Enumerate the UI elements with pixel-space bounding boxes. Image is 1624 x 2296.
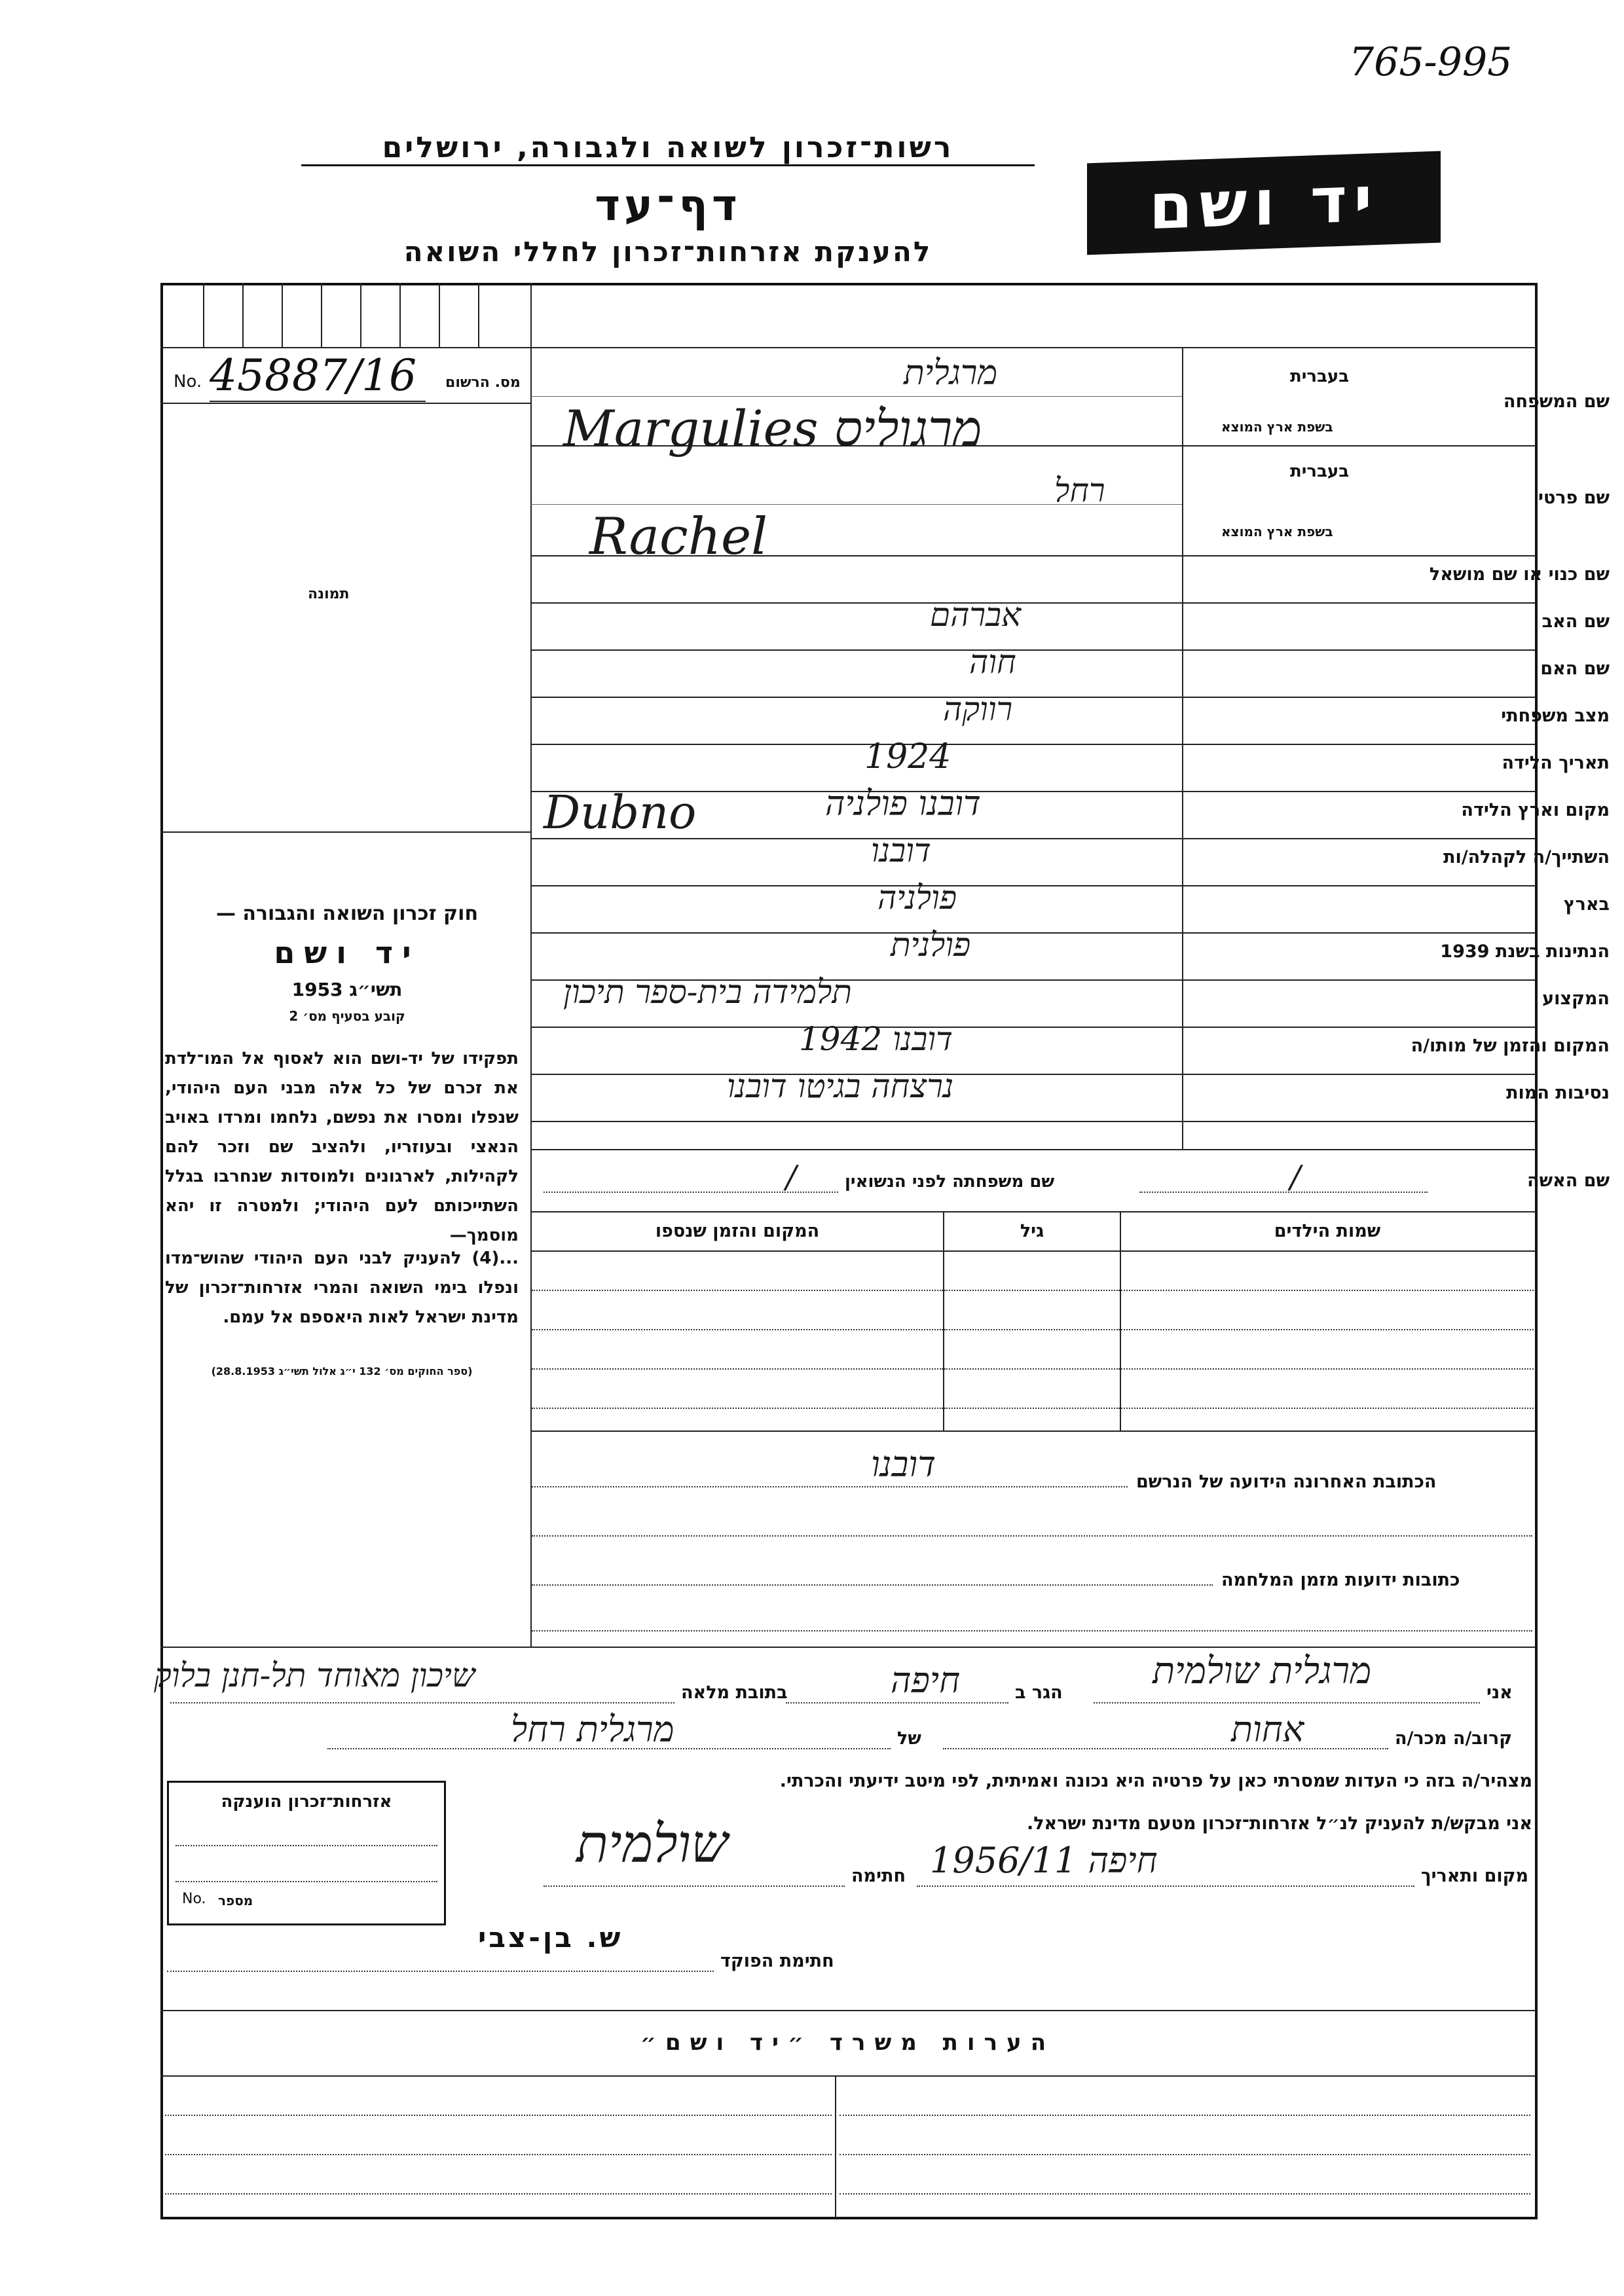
page-subtitle: להענקת אזרחות־זכרון לחללי השואה [403, 236, 932, 268]
spouse-value: / [1290, 1159, 1301, 1195]
citizenship-1939-label: הנתינות בשנת 1939 [1440, 941, 1610, 962]
law-year: תשי״ג 1953 [291, 979, 403, 1000]
law-text-1: תפקידו של יד-ושם הוא לאסוף אל המו־לדת את זכרם של כל אלה מבני העם היהודי, שנפלו ומסרו את נפשם, נלחמו ומרדו באויב הנאצי ובעוזריו, ולהציב שם וזכר להם לקהילות, לארגונים ולמוסדות שנחרבו בגלל השתייכותם לעם היהודי; ולמטרה זו יהא מוסמך— [165, 1049, 519, 1245]
birth-date-value: 1924 [864, 737, 951, 776]
children-header-place-time: המקום והזמן שנספו [655, 1221, 820, 1241]
first-name-label: שם פרטי [1538, 488, 1610, 508]
citizenship-box-no-label: No. [182, 1891, 206, 1907]
declarant-name-value: מרגלית שולמית [1153, 1650, 1372, 1692]
relative-value: אחות [1231, 1709, 1304, 1750]
community-label: השתייך/ה לקהלה/ות [1443, 847, 1610, 867]
death-place-time-label: המקום והזמן של מותו/ה [1411, 1036, 1610, 1056]
birth-place-latin-value: Dubno [544, 786, 697, 839]
registration-no-value: 45887/16 [210, 350, 426, 402]
marital-value: רווקה [943, 690, 1013, 728]
mother-value: חוה [969, 643, 1016, 681]
citizenship-box-number-label: מספר [218, 1893, 253, 1908]
birth-place-value: דובנו פולניה [825, 784, 981, 824]
maiden-name-label: שם משפחתה לפני הנשואין [845, 1172, 1055, 1192]
death-circumstances-value: נרצחה בגיטו דובנו [727, 1067, 954, 1105]
first-name-local-value: Rachel [589, 507, 768, 566]
resides-value: חיפה [891, 1660, 961, 1701]
full-address-label: בתובת מלאה [681, 1683, 788, 1703]
page-title: דף־עד [595, 180, 741, 230]
country-value: פולניה [877, 879, 957, 917]
officer-label: חתימת הפוקד [720, 1951, 834, 1971]
community-value: דובנו [871, 831, 931, 869]
place-date-label: מקום ותאריך [1421, 1866, 1529, 1886]
country-label: בארץ [1563, 894, 1610, 915]
relative-label: קרוב/ה מכר/ה [1395, 1728, 1513, 1749]
archive-number: 765-995 [1349, 39, 1513, 85]
mother-label: שם האם [1540, 659, 1610, 679]
law-title: חוק זכרון השואה והגבורה — [215, 902, 479, 925]
of-value: מרגלית רחל [511, 1709, 674, 1750]
law-citation: (ספר החוקים מס׳ 132 י״ג אלול תשי״ג 28.8.1953) [211, 1365, 473, 1377]
first-name-sub-local: בשפת ארץ המוצא [1221, 524, 1333, 539]
full-address-value: שיכון מאוחד תל-חנן בלוק [154, 1656, 475, 1694]
nickname-label: שם כנוי או שם מושאל [1429, 564, 1610, 585]
declaration-text: מצהיר/ה בזה כי העדות שמסרתי כאן על פרטיה היא נכונה ואמיתית, לפי מיטב ידיעתי והכרתי. [779, 1771, 1532, 1791]
law-clause: קובע בסעיף מס׳ 2 [289, 1008, 405, 1024]
photo-label: תמונה [308, 586, 350, 602]
family-name-label: שם המשפחה [1503, 392, 1610, 412]
of-label: של [897, 1728, 921, 1749]
death-circumstances-label: נסיבות המות [1506, 1083, 1610, 1103]
family-name-sub-local: בשפת ארץ המוצא [1221, 419, 1333, 435]
signature-label: חתימה [851, 1866, 906, 1886]
marital-label: מצב משפחתי [1501, 706, 1610, 726]
logo-text: יד ושם [1149, 162, 1379, 244]
family-name-local-value: Margulies מרגוליס [563, 399, 982, 458]
occupation-label: המקצוע [1542, 989, 1610, 1009]
father-value: אברהם [930, 596, 1022, 634]
children-header-age: גיל [1020, 1221, 1044, 1241]
family-name-sub-hebrew: בעברית [1290, 367, 1350, 386]
law-text-2: ...(4) להעניק לבני העם היהודי שהוש־מדו ונפלו בימי השואה והמרי אזרחות־זכרון של מדינת ישראל לאות היאספם אל עמם. [165, 1248, 519, 1327]
request-text: אני מבקש/ת להעניק לנ״ל אזרחות־זכרון מטעם מדינת ישראל. [1026, 1813, 1532, 1834]
office-notes-title: הערות משרד ״יד ושם״ [640, 2030, 1056, 2056]
authority-line: רשות־זכרון לשואה ולגבורה, ירושלים [301, 131, 1035, 166]
occupation-value: תלמידה בית-ספר תיכון [563, 973, 852, 1011]
registration-heb-label: מס. הרשום [445, 374, 521, 391]
citizenship-box-title: אזרחות־זכרון הוענקה [221, 1792, 392, 1812]
officer-stamp: ש. בן-צבי [478, 1922, 623, 1954]
registration-no-label: No. [174, 372, 202, 392]
yad-vashem-logo [1087, 151, 1441, 255]
first-name-hebrew-value: רחל [1054, 471, 1105, 509]
spouse-label: שם האשה [1527, 1171, 1610, 1191]
family-name-hebrew-value: מרגלית [904, 354, 998, 393]
place-date-value: חיפה 1956/11 [930, 1840, 1158, 1881]
citizenship-1939-value: פולנית [891, 926, 971, 964]
death-place-time-value: דובנו 1942 [799, 1020, 953, 1058]
last-address-value: דובנו [871, 1444, 936, 1485]
law-name: יד ושם [274, 935, 420, 970]
resides-label: הגר ב [1015, 1683, 1063, 1703]
maiden-name-value: / [786, 1159, 797, 1195]
declarant-i-label: אני [1486, 1683, 1513, 1703]
first-name-sub-hebrew: בעברית [1290, 462, 1350, 481]
citizenship-box [167, 1781, 446, 1925]
children-header-names: שמות הילדים [1274, 1221, 1381, 1241]
war-addresses-label: כתובות ידועות מזמן המלחמה [1221, 1570, 1460, 1590]
declarant-signature: שולמית [576, 1813, 728, 1874]
last-address-label: הכתובת האחרונה הידועה של הנרשם [1136, 1472, 1437, 1492]
birth-date-label: תאריך הלידה [1502, 753, 1610, 773]
father-label: שם האב [1541, 611, 1610, 632]
birth-place-label: מקום וארץ הלידה [1461, 800, 1610, 820]
